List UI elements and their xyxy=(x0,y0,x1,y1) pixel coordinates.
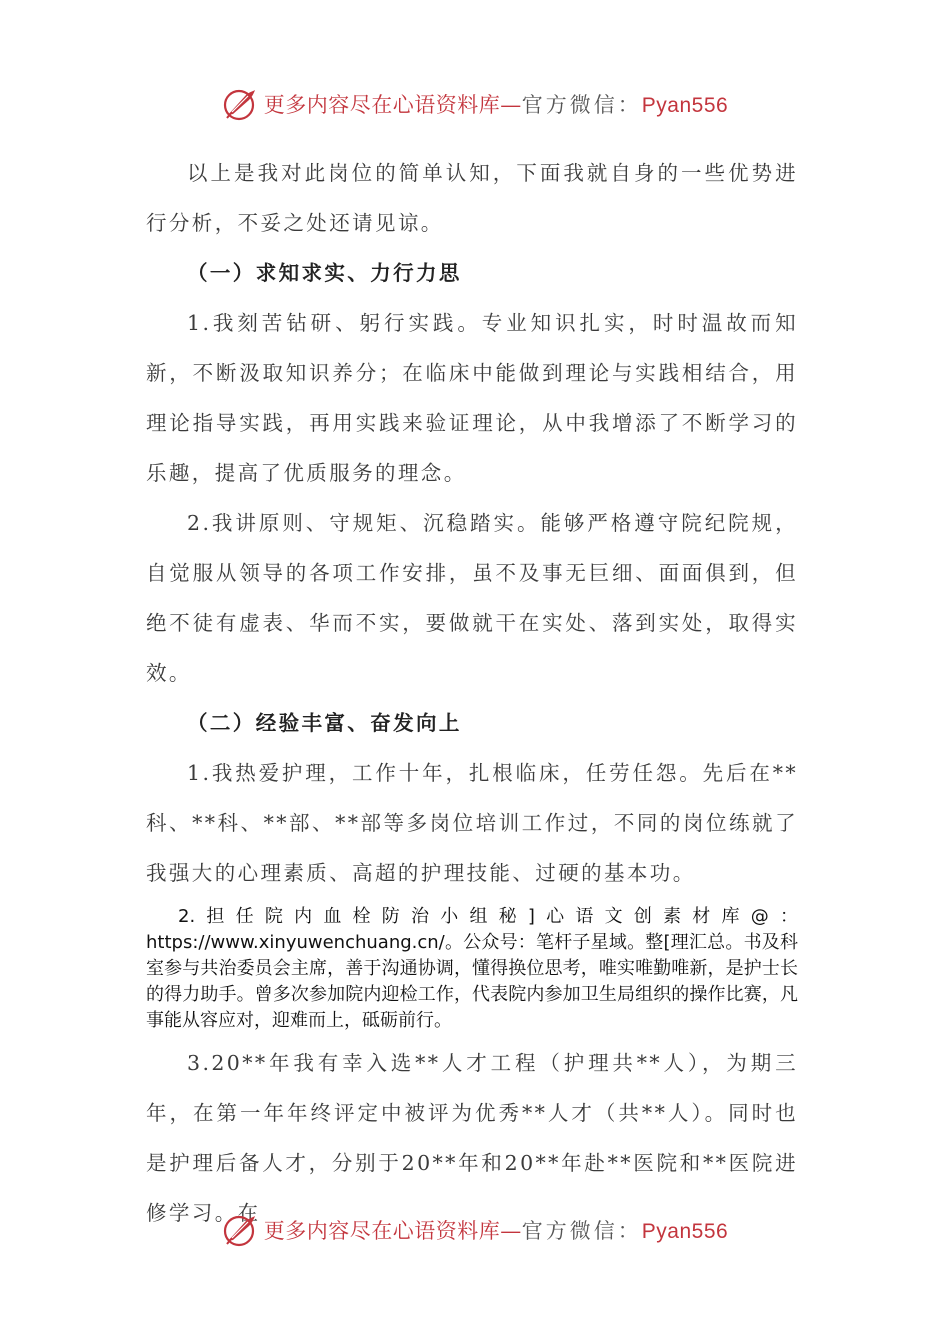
quill-logo-icon xyxy=(222,86,258,122)
footer-banner xyxy=(0,1208,950,1252)
header-banner xyxy=(0,82,950,126)
paragraph: 1.我刻苦钻研、躬行实践。专业知识扎实，时时温故而知新，不断汲取知识养分；在临床中能做到理论与实践相结合，用理论指导实践，再用实践来验证理论，从中我增添了不断学习的乐趣，提高了优质服务的理念。 xyxy=(146,311,798,485)
banner-text: 更多内容尽在心语资料库—官方微信：Pyan556 xyxy=(263,1219,729,1243)
paragraph: 1.我热爱护理，工作十年，扎根临床，任劳任怨。先后在**科、**科、**部、**部等多岗位培训工作过，不同的岗位练就了我强大的心理素质、高超的护理技能、过硬的基本功。 xyxy=(146,761,798,885)
section-heading-1: （一）求知求实、力行力思 xyxy=(187,261,462,285)
inserted-paragraph: 2.担任院内血栓防治小组秘]心语文创素材库@：https://www.xinyuwenchuang.cn/。公众号：笔杆子星域。整[理汇总。书及科室参与共治委员会主席，善于沟通协调，懂得换位思考，唯实唯勤唯新，是护士长的得力助手。曾多次参加院内迎检工作，代表院内参加卫生局组织的操作比赛，凡事能从容应对，迎难而上，砥砺前行。 xyxy=(146,906,798,1031)
intro-paragraph: 以上是我对此岗位的简单认知，下面我就自身的一些优势进行分析，不妥之处还请见谅。 xyxy=(146,161,798,235)
quill-logo-icon xyxy=(222,1212,258,1248)
paragraph: 3.20**年我有幸入选**人才工程（护理共**人），为期三年，在第一年年终评定中被评为优秀**人才（共**人）。同时也是护理后备人才，分别于20**年和20**年赴**医院和**医院进修学习。在 xyxy=(146,1051,798,1225)
section-heading-2: （二）经验丰富、奋发向上 xyxy=(187,711,462,735)
banner-text: 更多内容尽在心语资料库—官方微信：Pyan556 xyxy=(263,93,729,117)
paragraph: 2.我讲原则、守规矩、沉稳踏实。能够严格遵守院纪院规，自觉服从领导的各项工作安排，虽不及事无巨细、面面俱到，但绝不徒有虚表、华而不实，要做就干在实处、落到实处，取得实效。 xyxy=(146,511,798,685)
document-body xyxy=(146,148,798,1238)
